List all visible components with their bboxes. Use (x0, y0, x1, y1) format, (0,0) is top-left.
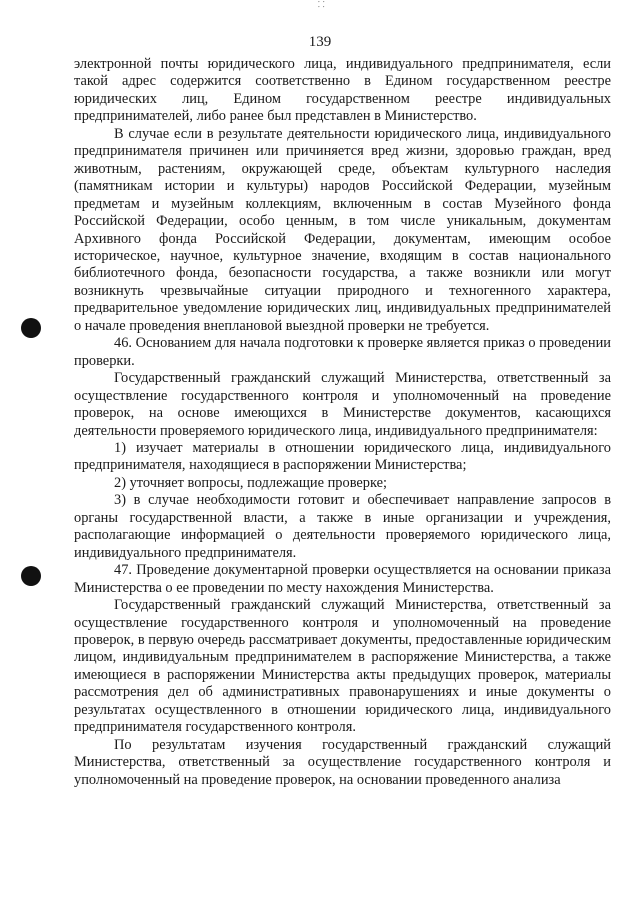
document-body (74, 56, 611, 789)
paragraph-item-46: 46. Основанием для начала подготовки к проверке является приказ о проведении проверки. (74, 335, 611, 369)
paragraph: электронной почты юридического лица, индивидуального предпринимателя, если такой адрес содержится соответственно в Едином государственном реестре юридических лиц, Едином государственном реестре индивидуальных предпринимателей, либо ранее был представлен в Министерство. (74, 56, 611, 125)
list-item: 3) в случае необходимости готовит и обеспечивает направление запросов в органы государственной власти, а также в иные организации и учреждения, располагающие информацией о деятельности проверяемого юридического лица, индивидуального предпринимателя. (74, 492, 611, 561)
paragraph: Государственный гражданский служащий Министерства, ответственный за осуществление государственного контроля и уполномоченный на проведение проверок, в первую очередь рассматривает документы, предоставленные юридическим лицом, индивидуальным предпринимателем в распоряжение Министерства, а также имеющиеся в распоряжении Министерства акты предыдущих проверок, материалы рассмотрения дел об административных правонарушениях и иные документы о результатах осуществленного в отношении юридического лица, индивидуального предпринимателя государственного контроля. (74, 597, 611, 736)
binder-hole-punch (21, 566, 41, 586)
list-item: 1) изучает материалы в отношении юридического лица, индивидуального предпринимателя, находящиеся в распоряжении Министерства; (74, 439, 611, 474)
paragraph: По результатам изучения государственный гражданский служащий Министерства, ответственный за осуществление государственного контроля и уполномоченный на проведение проверок, на основании проведенного анализа (74, 736, 611, 788)
paragraph: Государственный гражданский служащий Министерства, ответственный за осуществление государственного контроля и уполномоченный на проведение проверок, на основе имеющихся в Министерстве документов, касающихся деятельности проверяемого юридического лица, индивидуального предпринимателя: (74, 370, 611, 439)
paragraph-item-47: 47. Проведение документарной проверки осуществляется на основании приказа Министерства о ее проведении по месту нахождения Министерства. (74, 562, 611, 596)
page-number: 139 (308, 34, 332, 50)
paragraph: В случае если в результате деятельности юридического лица, индивидуального предпринимателя причинен или причиняется вред жизни, здоровью граждан, вред животным, растениям, окружающей среде, объектам культурного наследия (памятникам истории и культуры) народов Российской Федерации, музейным предметам и музейным коллекциям, включенным в состав Музейного фонда Российской Федерации, особо ценным, в том числе уникальным, документам Архивного фонда Российской Федерации, документам, имеющим особое историческое, научное, культурное значение, входящим в состав национального библиотечного фонда, безопасности государства, а также возникли или могут возникнуть чрезвычайные ситуации природного и техногенного характера, предварительное уведомление юридических лиц, индивидуальных предпринимателей о начале проведения внеплановой выездной проверки не требуется. (74, 125, 611, 334)
scan-artifact-mark: ⸬ (318, 0, 324, 9)
list-item: 2) уточняет вопросы, подлежащие проверке; (114, 474, 387, 491)
binder-hole-punch (21, 318, 41, 338)
